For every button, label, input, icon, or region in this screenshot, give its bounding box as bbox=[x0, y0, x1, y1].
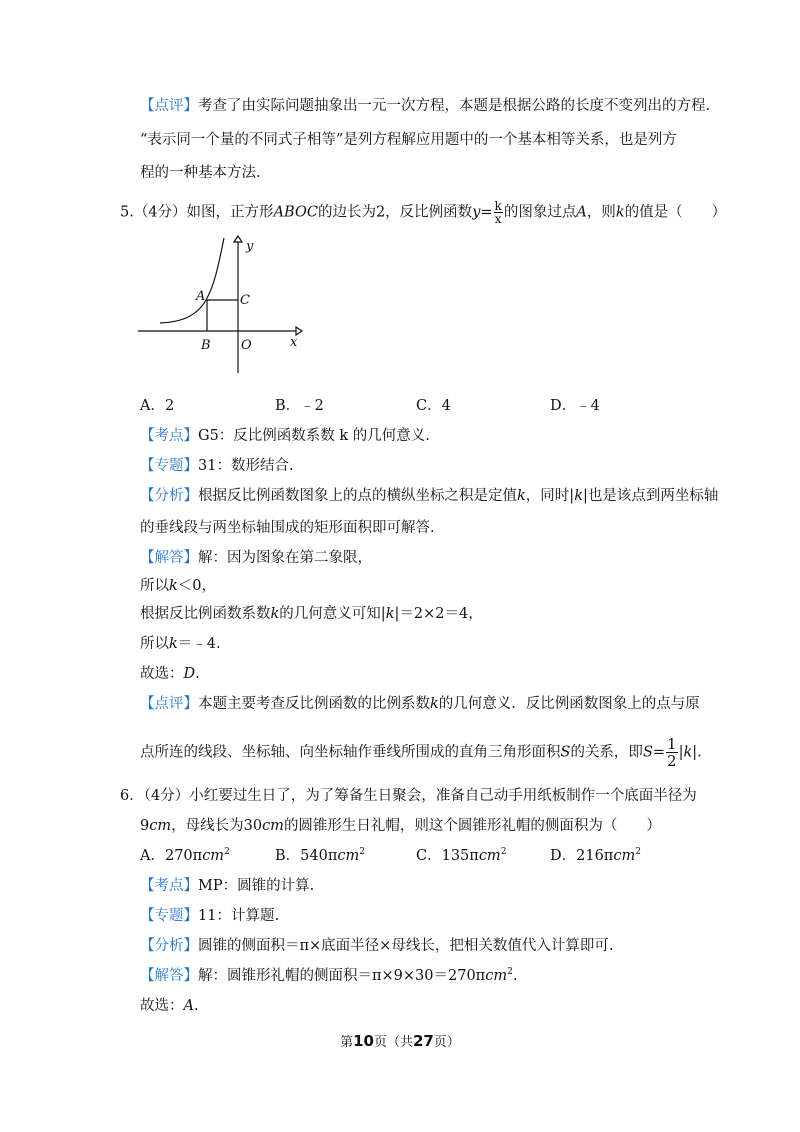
q6-option-a: A．270πcm$^2$ bbox=[140, 847, 230, 864]
one-half-fraction: $\frac{1}{2}$ bbox=[667, 735, 677, 770]
prev-comment-line-1: 【点评】考查了由实际问题抽象出一元一次方程，本题是根据公路的长度不变列出的方程. bbox=[140, 98, 711, 114]
label-O: O bbox=[241, 338, 252, 353]
q5-dianping-line-2: 点所连的线段、坐标轴、向坐标轴作垂线所围成的直角三角形面积S的关系，即S= $\frac{1}{2}$ |k|. bbox=[140, 735, 702, 770]
q5-stem: 5.（4分）如图，正方形ABOC的边长为2，反比例函数y= $\frac{k}{x}$ 的图象过点A，则k的值是（ ） bbox=[120, 199, 727, 226]
page-footer: 第10页（共27页） bbox=[340, 1032, 460, 1050]
x-axis-arrow bbox=[296, 327, 302, 335]
q5-jieda-line-3: 根据反比例函数系数k的几何意义可知|k|＝2×2＝4， bbox=[140, 606, 483, 622]
q6-answer: 故选：A. bbox=[140, 998, 199, 1014]
q6-jieda: 【解答】解：圆锥形礼帽的侧面积＝π×9×30＝270πcm$^2$. bbox=[140, 967, 518, 984]
q5-option-c: C．4 bbox=[416, 398, 451, 414]
q6-option-c: C．135πcm$^2$ bbox=[416, 847, 507, 864]
label-B: B bbox=[201, 338, 211, 353]
label-C: C bbox=[240, 293, 250, 308]
q5-kaodian: 【考点】G5：反比例函数系数 k 的几何意义. bbox=[140, 428, 430, 444]
q5-fenxi-line-1: 【分析】根据反比例函数图象上的点的横纵坐标之积是定值k，同时|k|也是该点到两坐标轴 bbox=[140, 488, 719, 504]
q5-fenxi-line-2: 的垂线段与两坐标轴围成的矩形面积即可解答. bbox=[140, 520, 435, 536]
prev-comment-line-3: 程的一种基本方法. bbox=[140, 165, 261, 181]
q5-figure bbox=[130, 228, 310, 378]
q5-option-a: A．2 bbox=[140, 398, 175, 414]
page-number: 10 bbox=[353, 1032, 374, 1050]
q5-option-b: B．﹣2 bbox=[275, 398, 324, 414]
label-y: y bbox=[246, 239, 254, 254]
q6-option-b: B．540πcm$^2$ bbox=[275, 847, 365, 864]
prev-comment-line-2: “表示同一个量的不同式子相等”是列方程解应用题中的一个基本相等关系，也是列方 bbox=[140, 132, 677, 148]
y-axis-arrow bbox=[234, 236, 242, 242]
q6-kaodian: 【考点】MP：圆锥的计算. bbox=[140, 878, 315, 894]
q5-dianping-line-1: 【点评】本题主要考查反比例函数的比例系数k的几何意义．反比例函数图象上的点与原 bbox=[140, 696, 700, 712]
label-x: x bbox=[290, 335, 298, 350]
comment-tag: 【点评】 bbox=[140, 98, 198, 114]
q5-jieda-line-4: 所以k＝﹣4. bbox=[140, 636, 221, 652]
q5-jieda-line-2: 所以k＜0， bbox=[140, 578, 217, 594]
q5-option-d: D．﹣4 bbox=[550, 398, 600, 414]
q6-stem-line-1: 6．（4分）小红要过生日了，为了筹备生日聚会，准备自己动手用纸板制作一个底面半径为 bbox=[120, 788, 697, 804]
q6-option-d: D．216πcm$^2$ bbox=[550, 847, 641, 864]
label-A: A bbox=[196, 289, 206, 304]
q5-zhuanti: 【专题】31：数形结合. bbox=[140, 458, 294, 474]
hyperbola-curve bbox=[160, 238, 224, 323]
q5-answer: 故选：D. bbox=[140, 666, 200, 682]
total-pages: 27 bbox=[413, 1032, 434, 1050]
k-over-x-fraction: $\frac{k}{x}$ bbox=[494, 199, 502, 226]
q6-zhuanti: 【专题】11：计算题. bbox=[140, 908, 280, 924]
q5-jieda-line-1: 【解答】解：因为图象在第二象限， bbox=[140, 550, 372, 566]
q6-stem-line-2: 9cm，母线长为30cm的圆锥形生日礼帽，则这个圆锥形礼帽的侧面积为（ ） bbox=[140, 818, 661, 834]
q6-fenxi: 【分析】圆锥的侧面积＝π×底面半径×母线长，把相关数值代入计算即可. bbox=[140, 938, 614, 954]
